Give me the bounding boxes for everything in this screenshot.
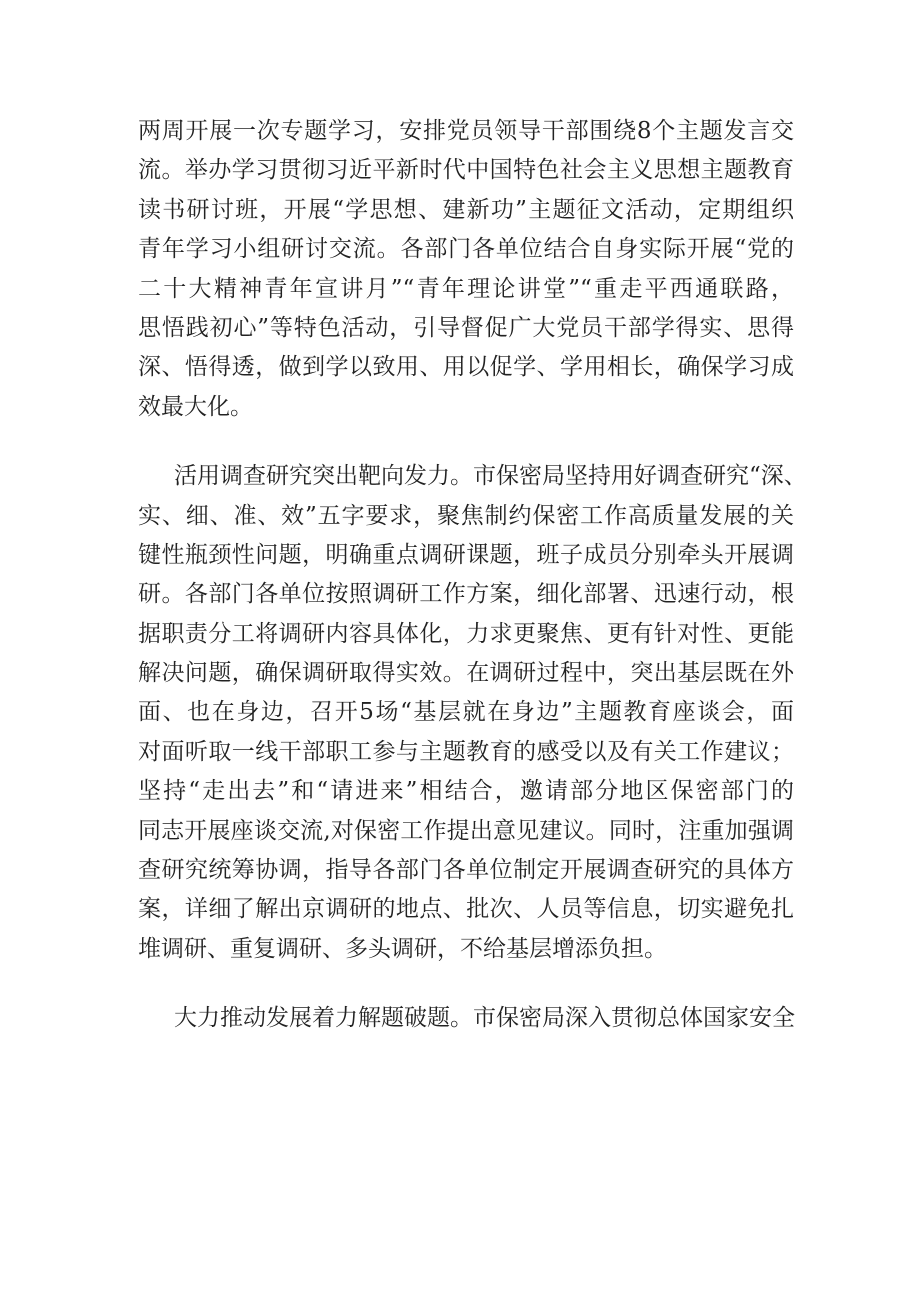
text-line: 案，详细了解出京调研的地点、批次、人员等信息，切实避免扎: [138, 896, 794, 923]
paragraph-1: [138, 112, 794, 427]
text-line: 二十大精神青年宣讲月”“青年理论讲堂”“重走平西通联路，: [138, 275, 794, 302]
text-line: 据职责分工将调研内容具体化，力求更聚焦、更有针对性、更能: [138, 620, 794, 647]
text-line: 流。举办学习贯彻习近平新时代中国特色社会主义思想主题教育: [138, 157, 794, 184]
text-line: 解决问题，确保调研取得实效。在调研过程中，突出基层既在外: [138, 660, 794, 687]
text-line: 大力推动发展着力解题破题。市保密局深入贯彻总体国家安全: [174, 1005, 795, 1032]
text-line: 研。各部门各单位按照调研工作方案，细化部署、迅速行动，根: [138, 581, 794, 608]
text-line: 对面听取一线干部职工参与主题教育的感受以及有关工作建议；: [138, 738, 794, 765]
text-line: 键性瓶颈性问题，明确重点调研课题，班子成员分别牵头开展调: [138, 541, 794, 568]
text-line: 活用调查研究突出靶向发力。市保密局坚持用好调查研究“深、: [174, 463, 807, 490]
text-line: 堆调研、重复调研、多头调研，不给基层增添负担。: [138, 935, 667, 962]
text-line: 坚持“走出去”和“请进来”相结合，邀请部分地区保密部门的: [138, 778, 794, 805]
text-line: 效最大化。: [138, 393, 253, 420]
text-line: 两周开展一次专题学习，安排党员领导干部围绕8个主题发言交: [138, 118, 794, 144]
text-line: 查研究统筹协调，指导各部门各单位制定开展调查研究的具体方: [138, 857, 794, 884]
paragraph-2: [138, 457, 807, 969]
text-line: 面、也在身边，召开5场“基层就在身边”主题教育座谈会，面: [138, 699, 794, 726]
paragraph-spacer: [138, 427, 794, 457]
text-line: 同志开展座谈交流,对保密工作提出意见建议。同时，注重加强调: [138, 817, 794, 844]
paragraph-3: [138, 999, 794, 1038]
text-line: 读书研讨班，开展“学思想、建新功”主题征文活动，定期组织: [138, 196, 794, 223]
document-body: [138, 112, 807, 1039]
text-line: 思悟践初心”等特色活动，引导督促广大党员干部学得实、思得: [138, 314, 794, 341]
text-line: 青年学习小组研讨交流。各部门各单位结合自身实际开展“党的: [138, 236, 794, 263]
text-line: 实、细、准、效”五字要求，聚焦制约保密工作高质量发展的关: [138, 502, 794, 529]
text-line: 深、悟得透，做到学以致用、用以促学、学用相长，确保学习成: [138, 354, 794, 381]
paragraph-spacer: [138, 969, 794, 999]
